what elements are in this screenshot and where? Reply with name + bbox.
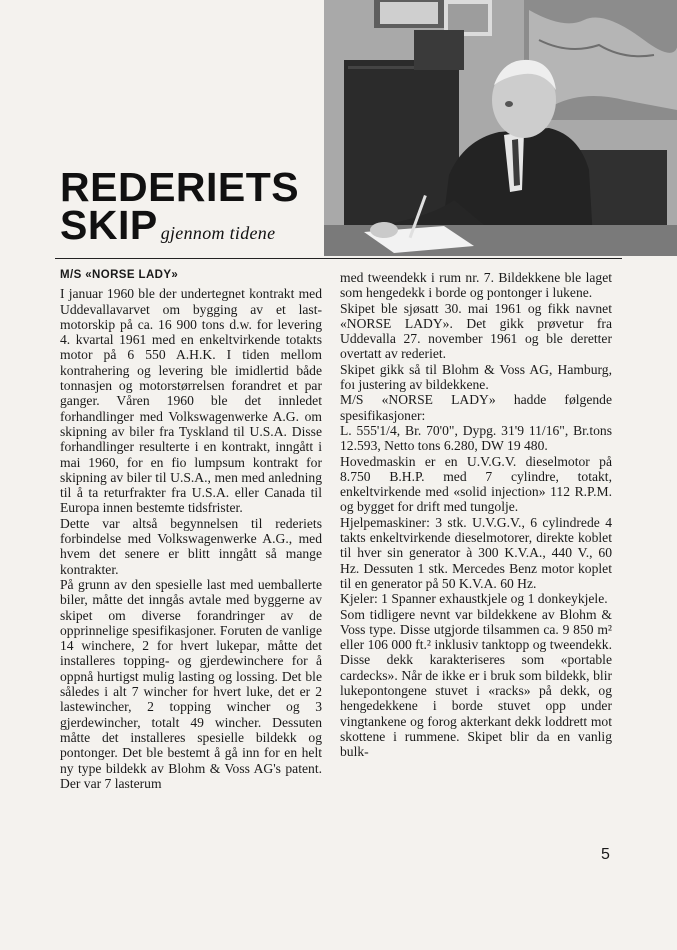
header-rule xyxy=(55,258,622,259)
portrait-photo xyxy=(324,0,677,256)
article-heading: M/S «NORSE LADY» xyxy=(60,269,179,281)
paragraph: I januar 1960 ble der undertegnet kontrakt med Uddevallavarvet om bygging av et last-motorskip på ca. 16 900 tons d.w. for levering 4. kvartal 1961 med en enkeltvirkende totakts motor på 6 550 A.H.K. I tiden mellom kontrahering og levering ble imidlertid både tonnasjen og motorstørrelsen forandret et par ganger. Våren 1960 ble det innledet forhandlinger med Volkswagenwerke A.G. om skipning av biler fra Tyskland til U.S.A. Disse forhandlinger resulterte i en kontrakt, inngått i mai 1960, for en fio lumpsum kontrakt for skipning av biler til U.S.A., men med anledning til å ta returfrakter fra U.S.A. eller Canada til Europa innen bestemte tidsfrister. xyxy=(60,286,322,516)
paragraph: Skipet gikk så til Blohm & Voss AG, Hamburg, foı justering av bildekkene. xyxy=(340,361,612,393)
paragraph: Kjeler: 1 Spanner exhaustkjele og 1 donkeykjele. xyxy=(340,591,608,607)
paragraph: Skipet ble sjøsatt 30. mai 1961 og fikk navnet «NORSE LADY». Det gikk prøvetur fra Uddevalla 27. november 1961 og ble deretter overtatt av rederiet. xyxy=(340,300,612,362)
left-column xyxy=(60,268,322,791)
paragraph: Som tidligere nevnt var bildekkene av Blohm & Voss type. Disse utgjorde tilsammen ca. 9 850 m² eller 106 000 ft.² inklusiv tanktopp og tweendekk. Disse dekk karakteriseres som «portable cardecks». Når de ikke er i bruk som bildekk, blir lukepontongene stuvet i «racks» på dekk, og hengedekkene i borde stuvet opp under vingtankene og forog akterkant dekk loddrett mot skottene i rummene. Skipet blir da en vanlig bulk- xyxy=(340,606,612,760)
paragraph: med tweendekk i rum nr. 7. Bildekkene ble laget som hengedekk i borde og pontonger i lukene. xyxy=(340,270,612,301)
title-line-2: SKIP xyxy=(60,202,158,248)
paragraph: På grunn av den spesielle last med uemballerte biler, måtte det inngås avtale med byggerne av skipet om diverse forandringer av de opprinnelige spesifikasjoner. Foruten de vanlige 14 winchere, 2 for hvert lukepar, måtte det installeres topping- og gjerdewinchere for å oppnå hurtigst mulig lasting og lossing. Det ble således i alt 7 wincher for hvert luke, det er 2 lastewincher, 2 topping wincher og 3 gjerdewincher, totalt 49 wincher. Dessuten måtte det installeres spesielle bildekk og pontonger. Det ble bestemt å gå inn for en helt ny type bildekk av Blohm & Voss AG's patent. Der var 7 lasterum xyxy=(60,576,322,791)
paragraph: Hjelpemaskiner: 3 stk. U.V.G.V., 6 cylindrede 4 takts enkeltvirkende dieselmotorer, direkte koblet til hver sin generator à 300 K.V.A., 440 V., 60 Hz. Dessuten 1 stk. Mercedes Benz motor koplet til en generator på 50 K.V.A. 60 Hz. xyxy=(340,514,612,591)
page-title xyxy=(60,164,300,252)
right-column xyxy=(340,270,612,760)
page-number: 5 xyxy=(601,846,610,863)
paragraph: Hovedmaskin er en U.V.G.V. dieselmotor på 8.750 B.H.P. med 7 cylindre, totakt, enkeltvirkende med «solid injection» 112 R.P.M. og bygget for drift med tungolje. xyxy=(340,453,612,515)
title-line-1: REDERIETS xyxy=(60,164,300,210)
title-subtitle: gjennom tidene xyxy=(160,223,276,243)
paragraph: L. 555'1/4, Br. 70'0", Dypg. 31'9 11/16", Br.tons 12.593, Netto tons 6.280, DW 19 480. xyxy=(340,422,612,454)
paragraph: M/S «NORSE LADY» hadde følgende spesifikasjoner: xyxy=(340,392,612,423)
paragraph: Dette var altså begynnelsen til rederiets forbindelse med Volkswagenwerke A.G., med hvem det senere er blitt inngått så mange kontrakter. xyxy=(60,515,322,577)
